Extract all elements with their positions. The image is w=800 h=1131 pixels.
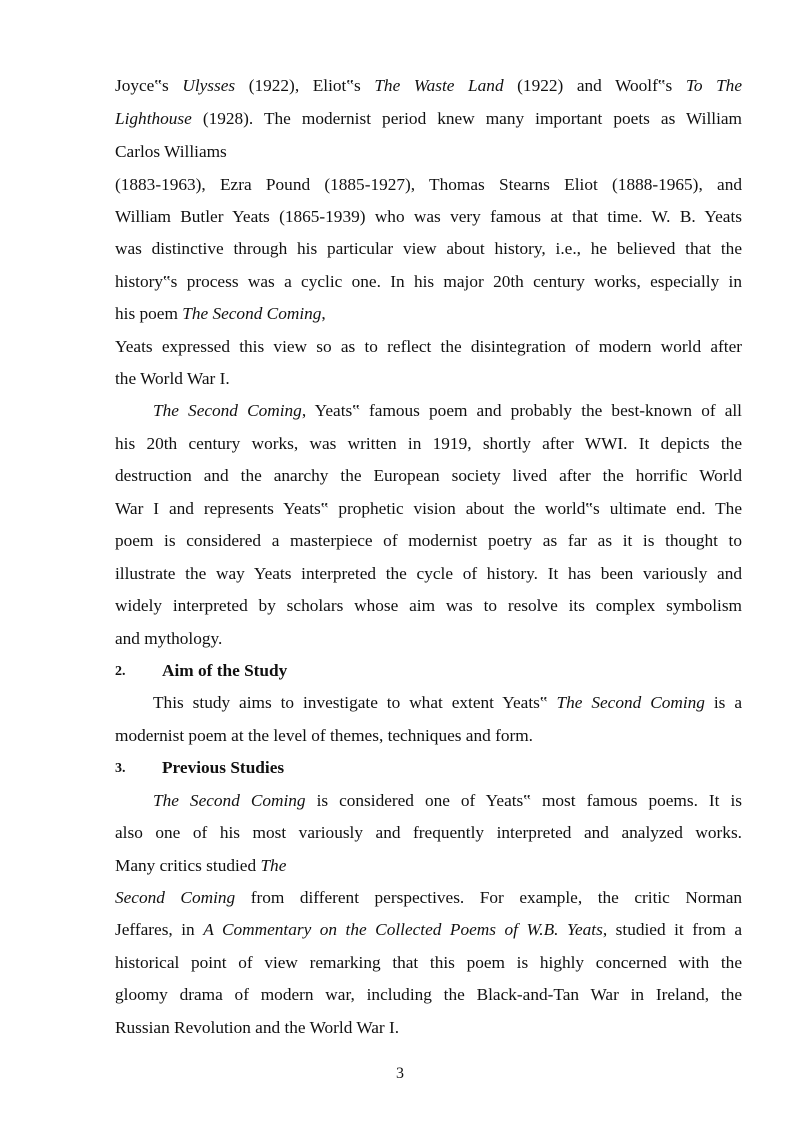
text-line: War I and represents Yeats‟ prophetic vision about the world‟s ultimate end. The [115, 499, 742, 518]
text-line: This study aims to investigate to what extent Yeats‟ The Second Coming is a [153, 693, 742, 712]
text-line: The Second Coming is considered one of Yeats‟ most famous poems. It is [153, 791, 742, 810]
italic-title: Second Coming [115, 888, 236, 907]
text-line: history‟s process was a cyclic one. In his major 20th century works, especially in [115, 272, 742, 291]
text-line: (1883-1963), Ezra Pound (1885-1927), Thomas Stearns Eliot (1888-1965), and [115, 175, 742, 194]
text-line: Many critics studied The [115, 856, 287, 875]
italic-title: The [260, 856, 287, 875]
text-line: was distinctive through his particular view about history, i.e., he believed that the [115, 239, 742, 258]
text-line: gloomy drama of modern war, including the Black-and-Tan War in Ireland, the [115, 985, 742, 1004]
italic-title: Ulysses [182, 76, 236, 95]
text-line: destruction and the anarchy the European society lived after the horrific World [115, 466, 742, 485]
text-line: Joyce‟s Ulysses (1922), Eliot‟s The Waste Land (1922) and Woolf‟s To The [115, 76, 742, 95]
italic-title: A Commentary on the Collected Poems of W.B. Yeats [203, 920, 603, 939]
italic-title: To The [685, 76, 742, 95]
text-line: Carlos Williams [115, 142, 227, 161]
text-line: modernist poem at the level of themes, techniques and form. [115, 726, 533, 745]
text-line: also one of his most variously and frequently interpreted and analyzed works. [115, 823, 742, 842]
section-heading: Aim of the Study [162, 661, 288, 680]
text-line: his poem The Second Coming, [115, 304, 326, 323]
text-line: Second Coming from different perspectives. For example, the critic Norman [115, 888, 743, 907]
text-line: and mythology. [115, 629, 223, 648]
section-heading: Previous Studies [162, 758, 285, 777]
italic-title: The Second Coming [153, 401, 302, 420]
text-line: Jeffares, in A Commentary on the Collected Poems of W.B. Yeats, studied it from a [115, 920, 742, 939]
text-line: widely interpreted by scholars whose aim was to resolve its complex symbolism [115, 596, 742, 615]
text-line: historical point of view remarking that this poem is highly concerned with the [115, 953, 742, 972]
italic-title: The Second Coming [556, 693, 705, 712]
text-line: illustrate the way Yeats interpreted the cycle of history. It has been variously and [115, 564, 742, 583]
italic-title: The Second Coming [153, 791, 306, 810]
text-line: his 20th century works, was written in 1919, shortly after WWI. It depicts the [115, 434, 742, 453]
page-number: 3 [396, 1065, 404, 1082]
section-number: 3. [115, 761, 126, 776]
text-line: The Second Coming, Yeats‟ famous poem and probably the best-known of all [153, 401, 742, 420]
italic-title: The Waste Land [374, 76, 504, 95]
italic-title: Lighthouse [115, 109, 192, 128]
text-line: William Butler Yeats (1865-1939) who was very famous at that time. W. B. Yeats [115, 207, 742, 226]
text-line: Russian Revolution and the World War I. [115, 1018, 400, 1037]
text-line: Yeats expressed this view so as to reflect the disintegration of modern world after [115, 337, 742, 356]
italic-title: The Second Coming [182, 304, 322, 323]
text-line: the World War I. [115, 369, 230, 388]
text-line: Lighthouse (1928). The modernist period knew many important poets as William [115, 109, 742, 128]
text-line: poem is considered a masterpiece of modernist poetry as far as it is thought to [115, 531, 742, 550]
section-number: 2. [115, 664, 126, 679]
